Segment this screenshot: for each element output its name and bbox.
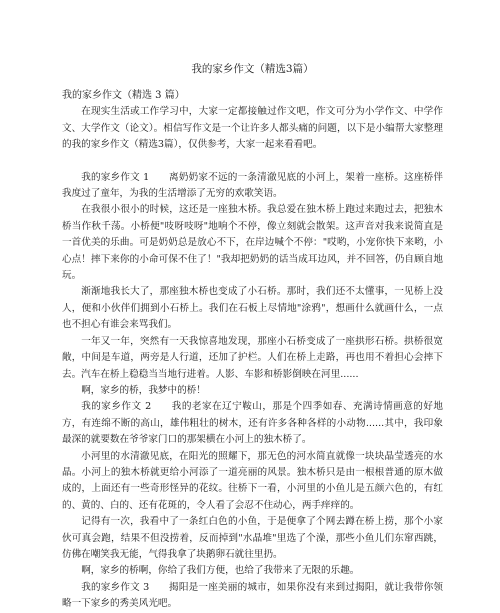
document-title: 我的家乡作文（精选3篇） — [191, 63, 314, 75]
essay2-paragraph: 啊，家乡的桥啊，你给了我们方便，也给了我带来了无限的乐趣。 — [81, 565, 360, 577]
essay1-paragraph: 我的家乡作文 1 离奶奶家不远的一条清澈见底的小河上，架着一座桥。这座桥伴我度过了童年，为我的生活增添了无穷的欢歌笑语。 — [62, 171, 443, 200]
essay2-paragraph: 小河里的水清澈见底，在阳光的照耀下，那无色的河水简直就像一块块晶莹透亮的水晶。小河上的独木桥就更给小河添了一道亮丽的风景。独木桥只是由一根根普通的原木做成的，上面还有一些奇形怪异的花纹。往桥下一看，小河里的小鱼儿是五颜六色的，有红的、黄的、白的、还有花斑的，令人看了会忍不住动心，两手痒痒的。 — [62, 450, 443, 511]
document-subtitle: 我的家乡作文（精选 3 篇） — [62, 90, 185, 101]
essay1-paragraph: 一年又一年，突然有一天我惊喜地发现，那座小石桥变成了一座拱形石桥。拱桥很宽敞，中间是车道，两旁是人行道，还加了护栏。人们在桥上走路，再也用不着担心会摔下去。汽车在桥上稳稳当当地行进着。人影、车影和桥影倒映在河里...... — [62, 335, 443, 380]
essay3-paragraph: 我的家乡作文 3 揭阳是一座美丽的城市，如果你没有来到过揭阳，就让我带你领略一下家乡的秀美风光吧。 — [62, 581, 443, 610]
intro-paragraph: 在现实生活或工作学习中，大家一定都接触过作文吧，作文可分为小学作文、中学作文、大学作文（论文）。相信写作文是一个让许多人都头痛的问题，以下是小编帮大家整理的我的家乡作文（精选3篇），仅供参考，大家一起来看看吧。 — [62, 106, 443, 151]
essay2-paragraph: 我的家乡作文 2 我的老家在辽宁鞍山，那是个四季如春、充满诗情画意的好地方，有连绵不断的高山，雄伟粗壮的树木，还有许多各种各样的小动物......其中，我印象最深的就要数在爷爷家门口的那架横在小河上的独木桥了。 — [62, 401, 443, 446]
essay1-paragraph: 渐渐地我长大了，那座独木桥也变成了小石桥。那时，我们还不太懂事，一见桥上没人，便和小伙伴们拥到小石桥上。我们在石板上尽情地"涂鸦"，想画什么就画什么，一点也不担心有谁会来骂我们。 — [62, 286, 443, 331]
essay2-paragraph: 记得有一次，我看中了一条红白色的小鱼，于是便拿了个网去蹲在桥上捞，那个小家伙可真会跑，结果不但没捞着，反而掉到"水晶堆"里选了个澡，那些小鱼儿们东窜西跳，仿佛在嘲笑我无能，气得我拿了块鹅卵石就往里扔。 — [62, 516, 443, 560]
section-gap — [62, 154, 443, 170]
essay1-paragraph: 啊，家乡的桥，我梦中的桥！ — [81, 384, 206, 396]
essay1-paragraph: 在我很小很小的时候，这还是一座独木桥。我总爱在独木桥上跑过来跑过去，把独木桥当作秋千荡。小桥便"吱呀吱呀"地响个不停，像立刻就会散架。这声音对我来说简直是一首优美的乐曲。可是奶奶总是放心不下，在岸边喊个不停："哎哟，小宠你快下来哟，小心点！摔下来你的小命可保不住了！"我却把奶奶的话当成耳边风，并不回答，仍自顾自地玩。 — [62, 204, 443, 282]
